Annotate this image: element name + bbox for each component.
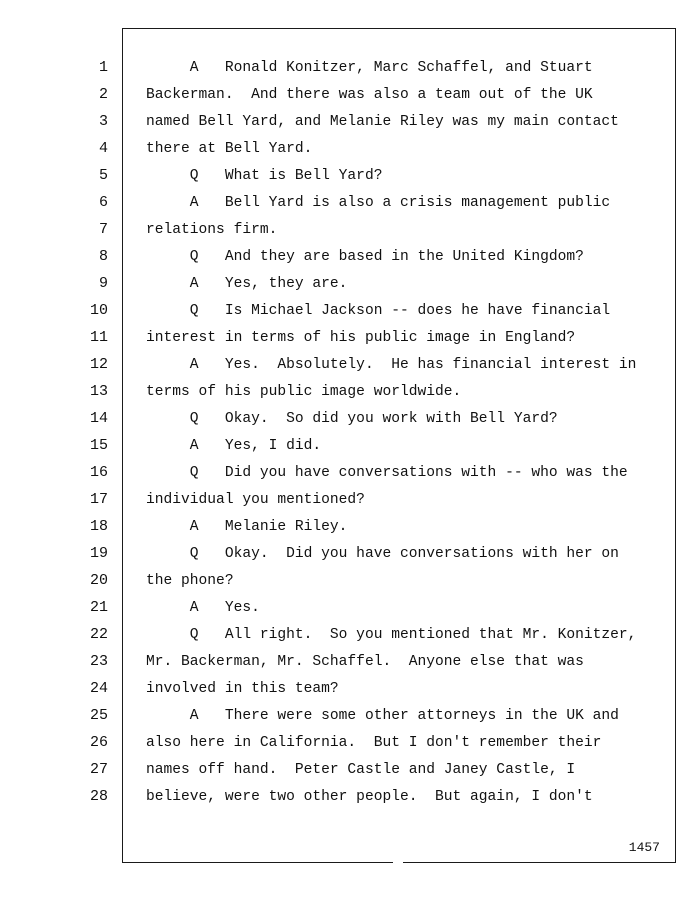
transcript-line: Backerman. And there was also a team out of the UK <box>146 87 593 103</box>
transcript-line: A Bell Yard is also a crisis management public <box>146 195 611 211</box>
transcript-body <box>146 58 666 814</box>
transcript-line: Q All right. So you mentioned that Mr. Konitzer, <box>146 627 637 643</box>
transcript-line: also here in California. But I don't remember their <box>146 735 602 751</box>
transcript-line: involved in this team? <box>146 681 339 697</box>
line-number: 11 <box>89 329 108 346</box>
transcript-line: there at Bell Yard. <box>146 141 313 157</box>
transcript-line: Mr. Backerman, Mr. Schaffel. Anyone else that was <box>146 654 584 670</box>
transcript-line: individual you mentioned? <box>146 492 365 508</box>
line-number: 7 <box>98 221 108 238</box>
line-number: 6 <box>98 194 108 211</box>
line-number: 10 <box>89 302 108 319</box>
line-number: 25 <box>89 707 108 724</box>
transcript-line: the phone? <box>146 573 234 589</box>
line-number: 22 <box>89 626 108 643</box>
line-number: 27 <box>89 761 108 778</box>
line-number: 14 <box>89 410 108 427</box>
line-number: 26 <box>89 734 108 751</box>
line-number: 17 <box>89 491 108 508</box>
transcript-line: A Yes. Absolutely. He has financial interest in <box>146 357 637 373</box>
line-number: 19 <box>89 545 108 562</box>
line-number: 2 <box>98 86 108 103</box>
transcript-line: A Ronald Konitzer, Marc Schaffel, and Stuart <box>146 60 593 76</box>
line-number: 12 <box>89 356 108 373</box>
transcript-line: A Melanie Riley. <box>146 519 348 535</box>
page-number: 1457 <box>628 840 660 855</box>
line-number: 5 <box>98 167 108 184</box>
line-number: 1 <box>98 59 108 76</box>
line-number: 8 <box>98 248 108 265</box>
line-number: 21 <box>89 599 108 616</box>
transcript-line: Q And they are based in the United Kingdom? <box>146 249 584 265</box>
transcript-line: believe, were two other people. But again, I don't <box>146 789 593 805</box>
line-number: 28 <box>89 788 108 805</box>
line-number: 4 <box>98 140 108 157</box>
line-number: 13 <box>89 383 108 400</box>
transcript-line: Q Did you have conversations with -- who was the <box>146 465 628 481</box>
transcript-line: names off hand. Peter Castle and Janey Castle, I <box>146 762 576 778</box>
line-number: 3 <box>98 113 108 130</box>
line-number: 24 <box>89 680 108 697</box>
transcript-line: A Yes. <box>146 600 260 616</box>
transcript-line: named Bell Yard, and Melanie Riley was my main contact <box>146 114 619 130</box>
line-number: 16 <box>89 464 108 481</box>
transcript-line: Q Okay. Did you have conversations with her on <box>146 546 619 562</box>
line-number-column <box>76 58 108 814</box>
line-number: 20 <box>89 572 108 589</box>
transcript-line: terms of his public image worldwide. <box>146 384 462 400</box>
transcript-line: interest in terms of his public image in England? <box>146 330 576 346</box>
transcript-line: Q Okay. So did you work with Bell Yard? <box>146 411 558 427</box>
transcript-line: A Yes, they are. <box>146 276 348 292</box>
frame-gap <box>393 858 403 868</box>
line-number: 15 <box>89 437 108 454</box>
transcript-line: relations firm. <box>146 222 278 238</box>
line-number: 18 <box>89 518 108 535</box>
line-number: 9 <box>98 275 108 292</box>
transcript-line: Q Is Michael Jackson -- does he have financial <box>146 303 611 319</box>
transcript-line: A There were some other attorneys in the UK and <box>146 708 619 724</box>
transcript-line: Q What is Bell Yard? <box>146 168 383 184</box>
line-number: 23 <box>89 653 108 670</box>
transcript-line: A Yes, I did. <box>146 438 322 454</box>
